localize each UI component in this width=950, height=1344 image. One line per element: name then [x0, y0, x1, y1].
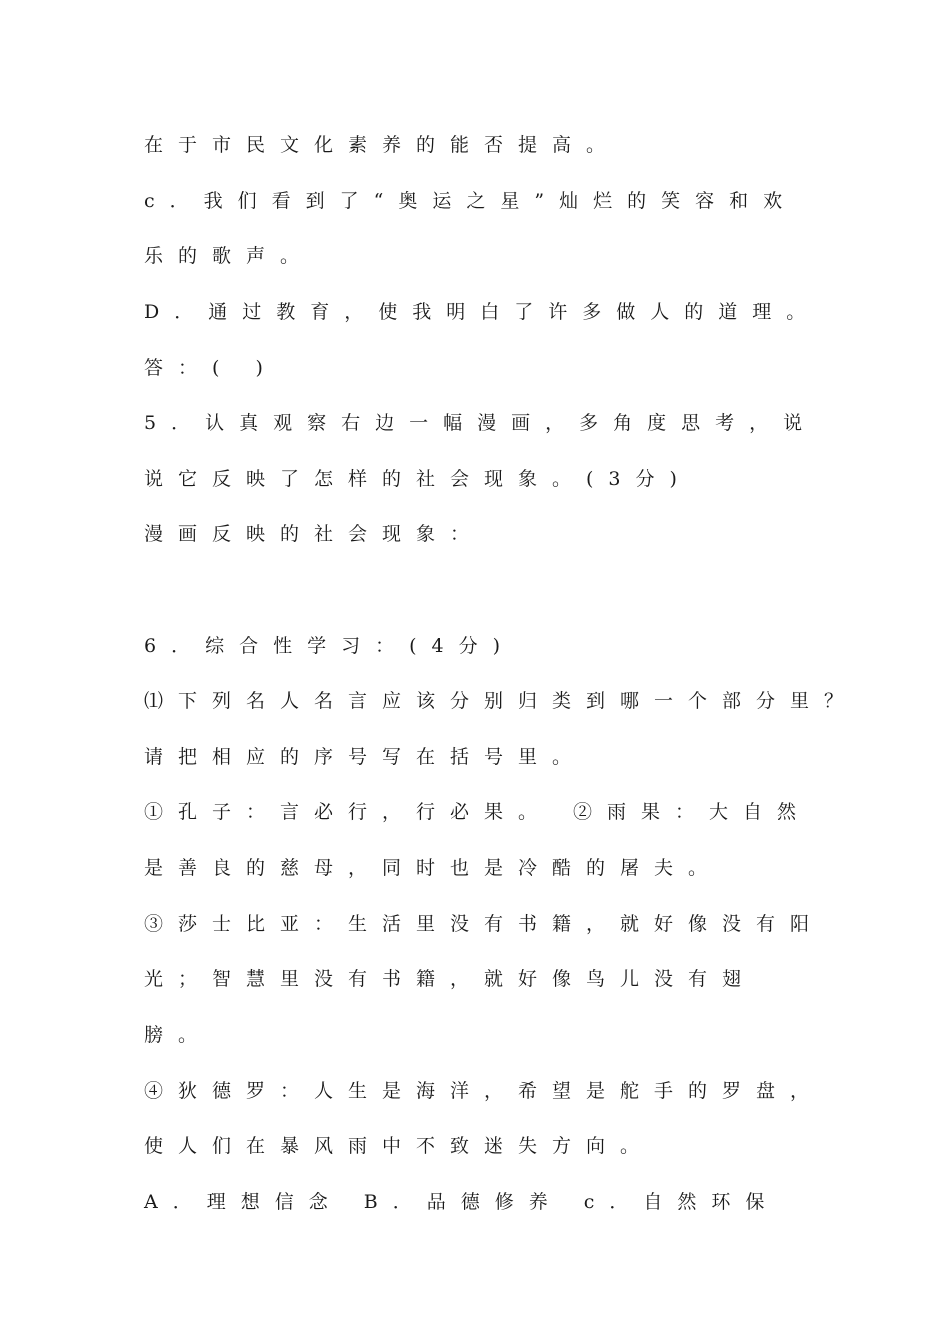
- text-line: 光；智慧里没有书籍，就好像鸟儿没有翅: [144, 968, 757, 990]
- text-line: ④狄德罗：人生是海洋，希望是舵手的罗盘，: [144, 1080, 825, 1102]
- text-line: ③莎士比亚：生活里没有书籍，就好像没有阳: [144, 913, 825, 935]
- text-line: 6．综合性学习：(4分): [144, 635, 516, 657]
- text-line: 膀。: [144, 1024, 213, 1046]
- text-line: 请把相应的序号写在括号里。: [144, 746, 587, 768]
- text-line: 使人们在暴风雨中不致迷失方向。: [144, 1135, 655, 1157]
- text-line: 乐的歌声。: [144, 245, 315, 267]
- text-line: ①孔子：言必行，行必果。 ②雨果：大自然: [144, 801, 812, 823]
- text-line: 5．认真观察右边一幅漫画，多角度思考，说: [144, 412, 818, 434]
- text-line: 说它反映了怎样的社会现象。(3分): [144, 468, 692, 490]
- text-line: 是善良的慈母，同时也是冷酷的屠夫。: [144, 857, 723, 879]
- text-line: 漫画反映的社会现象：: [144, 523, 485, 545]
- text-line: c．我们看到了“奥运之星”灿烂的笑容和欢: [144, 190, 798, 212]
- text-line: ⑴下列名人名言应该分别归类到哪一个部分里？: [144, 690, 859, 712]
- text-line: 答：( ): [144, 357, 278, 379]
- text-line: 在于市民文化素养的能否提高。: [144, 134, 621, 156]
- text-line: A．理想信念 B．品德修养 c．自然环保: [144, 1191, 780, 1213]
- text-line: D．通过教育，使我明白了许多做人的道理。: [144, 301, 821, 323]
